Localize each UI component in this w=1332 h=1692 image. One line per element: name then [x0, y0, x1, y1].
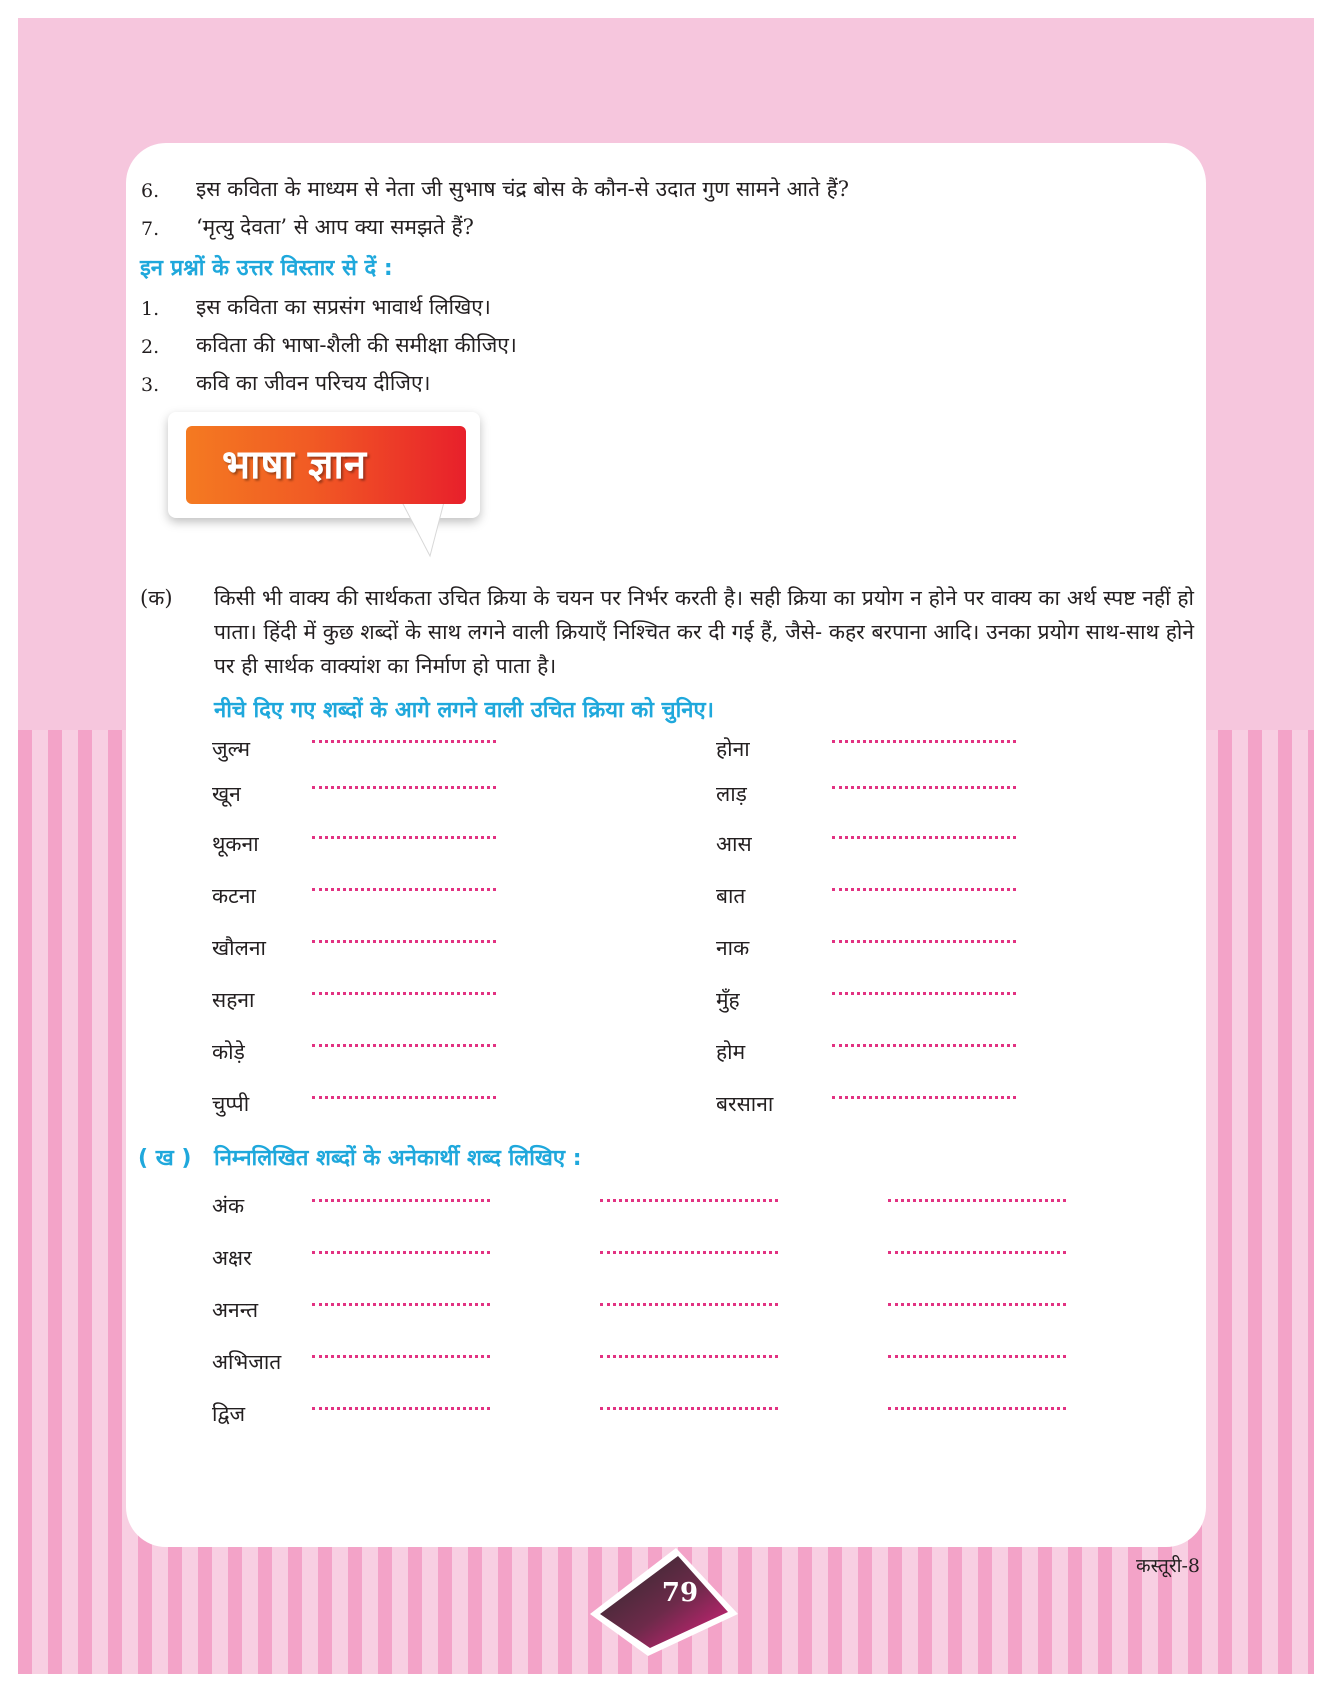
- section-label-kha: ( ख ): [138, 1146, 192, 1171]
- word-item: कटना: [212, 884, 256, 908]
- answer-blank[interactable]: [312, 1407, 490, 1410]
- word-item: होम: [716, 1040, 746, 1064]
- question-number: 2.: [141, 336, 160, 358]
- word-item: खून: [212, 782, 241, 806]
- word-item: अनन्त: [212, 1298, 259, 1322]
- word-item: होना: [716, 737, 750, 761]
- answer-blank[interactable]: [312, 1199, 490, 1202]
- answer-blank[interactable]: [312, 888, 496, 891]
- word-item: सहना: [212, 988, 255, 1012]
- question-number: 1.: [141, 298, 160, 320]
- word-item: खौलना: [212, 936, 266, 960]
- answer-blank[interactable]: [600, 1251, 778, 1254]
- section-instruction: निम्नलिखित शब्दों के अनेकार्थी शब्द लिखिए :: [214, 1146, 582, 1171]
- word-item: थूकना: [212, 832, 259, 856]
- question-text: कवि का जीवन परिचय दीजिए।: [196, 371, 431, 395]
- answer-blank[interactable]: [832, 786, 1016, 789]
- answer-blank[interactable]: [312, 836, 496, 839]
- answer-blank[interactable]: [832, 740, 1016, 743]
- answer-blank[interactable]: [832, 940, 1016, 943]
- answer-blank[interactable]: [832, 1044, 1016, 1047]
- answer-blank[interactable]: [312, 1096, 496, 1099]
- answer-blank[interactable]: [888, 1251, 1066, 1254]
- section-label-ka: (क): [140, 586, 173, 610]
- word-item: अभिजात: [212, 1350, 282, 1374]
- speech-pointer: [400, 500, 450, 560]
- answer-blank[interactable]: [312, 740, 496, 743]
- word-item: मुँह: [716, 988, 740, 1012]
- word-item: बात: [716, 884, 746, 908]
- answer-blank[interactable]: [888, 1303, 1066, 1306]
- question-number: 3.: [141, 374, 160, 396]
- question-number: 7.: [141, 218, 160, 240]
- section-banner: भाषा ज्ञान: [186, 426, 466, 504]
- answer-blank[interactable]: [312, 786, 496, 789]
- answer-blank[interactable]: [888, 1407, 1066, 1410]
- answer-blank[interactable]: [600, 1199, 778, 1202]
- answer-blank[interactable]: [312, 1251, 490, 1254]
- answer-blank[interactable]: [600, 1303, 778, 1306]
- answer-blank[interactable]: [832, 888, 1016, 891]
- answer-blank[interactable]: [832, 992, 1016, 995]
- section-paragraph: किसी भी वाक्य की सार्थकता उचित क्रिया के चयन पर निर्भर करती है। सही क्रिया का प्रयोग न होने पर वाक्य का अर्थ स्पष्ट नहीं हो पाता। हिंदी में कुछ शब्दों के साथ लगने वाली क्रियाएँ निश्चित कर दी गई हैं, जैसे- कहर बरपाना आदि। उनका प्रयोग साथ-साथ होने पर ही सार्थक वाक्यांश का निर्माण हो पाता है।: [214, 586, 1194, 678]
- answer-blank[interactable]: [832, 836, 1016, 839]
- answer-blank[interactable]: [312, 940, 496, 943]
- word-item: द्विज: [212, 1402, 246, 1426]
- answer-blank[interactable]: [600, 1355, 778, 1358]
- answer-blank[interactable]: [600, 1407, 778, 1410]
- question-text: ‘मृत्यु देवता’ से आप क्या समझते हैं?: [196, 215, 474, 239]
- answer-blank[interactable]: [312, 992, 496, 995]
- answer-blank[interactable]: [312, 1303, 490, 1306]
- word-item: अक्षर: [212, 1246, 252, 1270]
- answer-blank[interactable]: [888, 1355, 1066, 1358]
- book-label: कस्तूरी-8: [1136, 1555, 1201, 1577]
- word-item: चुप्पी: [212, 1092, 250, 1116]
- word-item: नाक: [716, 936, 750, 960]
- question-number: 6.: [141, 180, 160, 202]
- long-answer-heading: इन प्रश्नों के उत्तर विस्तार से दें :: [140, 256, 393, 281]
- answer-blank[interactable]: [312, 1355, 490, 1358]
- question-text: इस कविता के माध्यम से नेता जी सुभाष चंद्र बोस के कौन-से उदात गुण सामने आते हैं?: [196, 177, 850, 201]
- word-item: लाड़: [716, 782, 747, 806]
- word-item: जुल्म: [212, 737, 251, 761]
- question-text: कविता की भाषा-शैली की समीक्षा कीजिए।: [196, 333, 517, 357]
- answer-blank[interactable]: [832, 1096, 1016, 1099]
- section-instruction: नीचे दिए गए शब्दों के आगे लगने वाली उचित क्रिया को चुनिए।: [214, 698, 715, 723]
- answer-blank[interactable]: [312, 1044, 496, 1047]
- word-item: बरसाना: [716, 1092, 774, 1116]
- word-item: कोड़े: [212, 1040, 245, 1064]
- answer-blank[interactable]: [888, 1199, 1066, 1202]
- question-text: इस कविता का सप्रसंग भावार्थ लिखिए।: [196, 295, 491, 319]
- page-number: 79: [661, 1578, 699, 1608]
- word-item: आस: [716, 832, 752, 856]
- word-item: अंक: [212, 1194, 245, 1218]
